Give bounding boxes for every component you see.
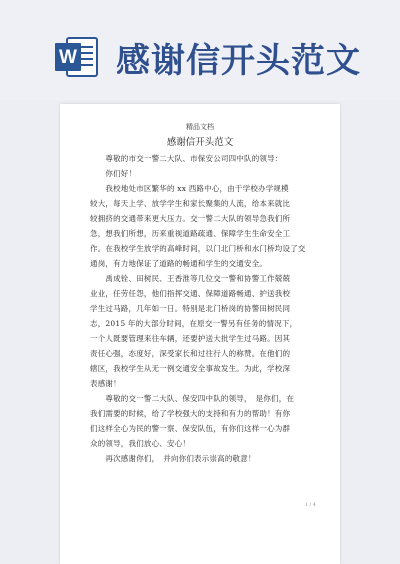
body-line: 你们好！ <box>90 169 137 178</box>
body-line: 学生过马路，几年如一日。特别是北门桥岗的协警田树民同 <box>90 304 291 313</box>
body-line: 业业，任劳任怨，他们指挥交通、保障道路畅通、护送我校 <box>90 289 291 298</box>
body-line: 们这样全心为民的警一察、保安队伍，有你们这样一心为群 <box>90 424 291 433</box>
body-line: 较拥挤的交通带来更大压力。交一警二大队的领导急我们所 <box>90 214 291 223</box>
body-line: 再次感谢你们， 并向你们表示崇高的敬意！ <box>90 454 256 463</box>
document-label: 精品文档 <box>186 123 214 131</box>
body-line: 一个人既要管理来往车辆，还要护送大批学生过马路。因其 <box>90 334 291 343</box>
body-line: 辖区，我校学生从无一例交通安全事故发生。为此，学校深 <box>90 364 291 373</box>
body-line: 我们需要的时候，给了学校强大的支持和有力的帮助！有你 <box>90 409 291 418</box>
document-body <box>90 151 314 466</box>
word-logo-letter: W <box>59 47 77 68</box>
page-number: 1 / 4 <box>304 502 316 508</box>
body-line: 我校地处市区繁华的 xx 西路中心，由于学校办学规模 <box>90 184 289 193</box>
document-page <box>60 104 340 564</box>
header-banner <box>0 0 400 100</box>
word-document-icon <box>53 34 99 80</box>
body-line: 急，想我们所想，历来重视道路疏通、保障学生生命安全工 <box>90 229 291 238</box>
banner-title: 感谢信开头范文 <box>116 41 361 81</box>
body-line: 通岗，有力地保证了道路的畅通和学生的交通安全。 <box>90 259 268 268</box>
body-line: 众的领导，我们放心、安心！ <box>90 439 191 448</box>
body-line: 较大，每天上学、放学学生和家长聚集的人流，给本来就比 <box>90 199 291 208</box>
body-line: 表感谢！ <box>90 379 121 388</box>
body-line: 尊敬的市交一警二大队、市保安公司四中队的领导： <box>90 154 283 163</box>
body-line: 责任心强，态度好，深受家长和过往行人的称赞。在他们的 <box>90 349 291 358</box>
body-line: 禹成铨、田树民、王香淮等几位交一警和协警工作兢兢 <box>90 274 291 283</box>
body-line: 作。在我校学生放学的高峰时间，以门北门桥和水门桥均设了交 <box>90 244 306 253</box>
body-line: 志，2015 年的大部分时间，在原交一警另有任务的情况下， <box>90 319 298 328</box>
document-title: 感谢信开头范文 <box>166 137 234 148</box>
body-line: 尊敬的交一警二大队、保安四中队的领导， 是你们，在 <box>90 394 295 403</box>
